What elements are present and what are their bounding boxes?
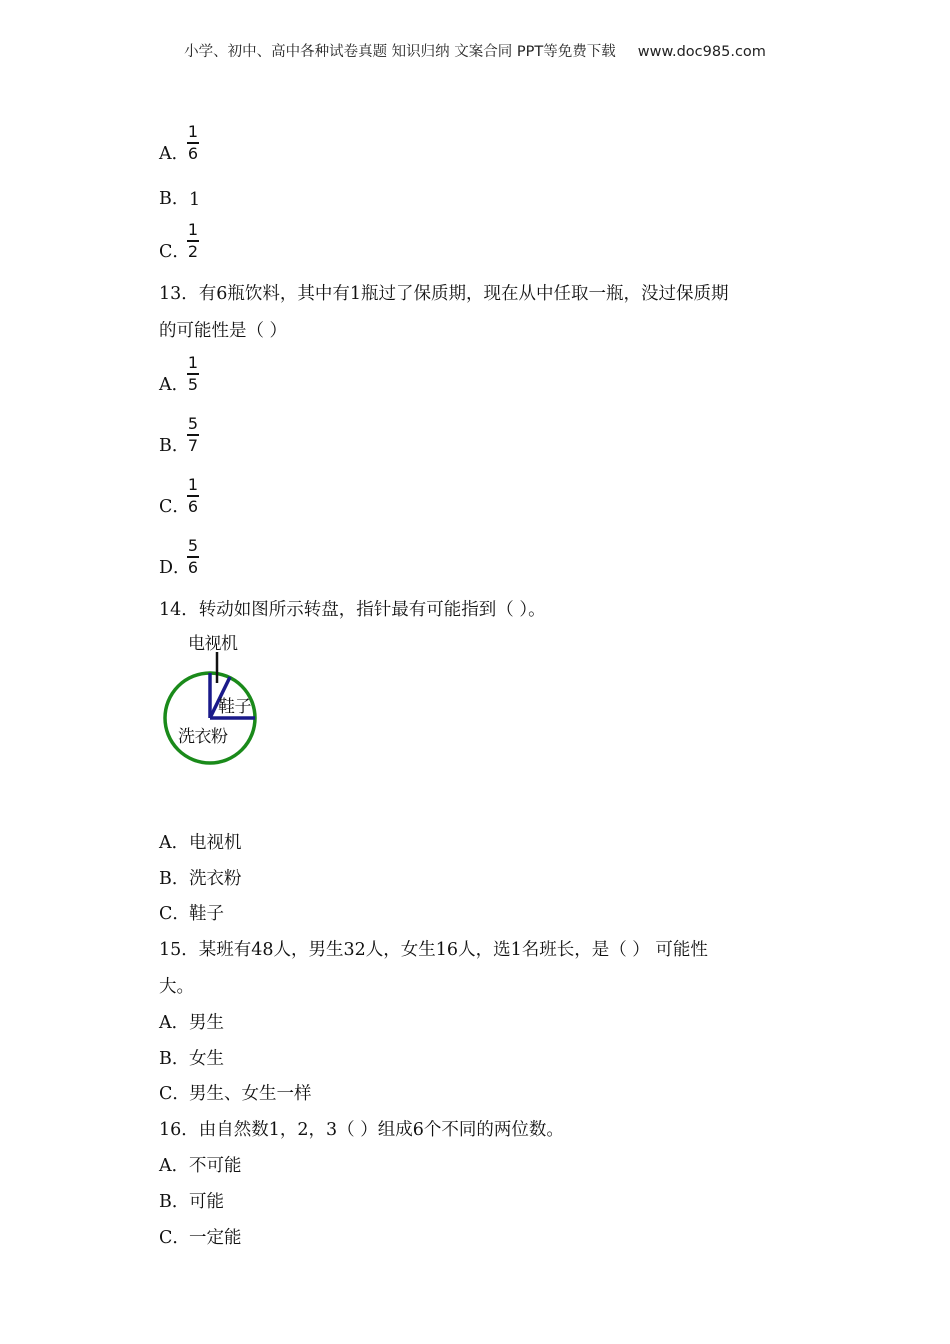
q13-option-d[interactable] — [159, 537, 199, 579]
option-label: B． — [159, 1192, 190, 1212]
numerator: 1 — [187, 122, 199, 141]
header-text: 小学、初中、高中各种试卷真题 知识归纳 文案合同 PPT等免费下载 — [184, 44, 616, 60]
q15-option-c[interactable] — [159, 1080, 312, 1105]
q13-stem-line2: 的可能性是（ ） — [159, 321, 288, 341]
option-text: 不可能 — [189, 1156, 242, 1176]
wheel-label-shoes: 鞋子 — [218, 697, 251, 717]
option-text: 电视机 — [189, 833, 242, 853]
option-label: A． — [159, 1156, 190, 1176]
option-label: B． — [159, 869, 190, 889]
option-label: A． — [159, 1013, 190, 1033]
q15-option-a[interactable] — [159, 1009, 224, 1034]
q13-option-a[interactable] — [159, 354, 199, 396]
q14-option-c[interactable] — [159, 900, 224, 925]
denominator: 7 — [187, 435, 199, 455]
q16-option-c[interactable] — [159, 1224, 242, 1249]
q13-option-b[interactable] — [159, 415, 199, 457]
option-label: C． — [159, 1228, 190, 1248]
denominator: 5 — [187, 374, 199, 394]
q16-stem: 16．由自然数1，2，3（ ）组成6个不同的两位数。 — [159, 1120, 564, 1140]
q12-option-b[interactable] — [159, 185, 200, 210]
q15-stem-line1: 15．某班有48人，男生32人，女生16人，选1名班长，是（ ） 可能性 — [159, 940, 708, 960]
fraction — [187, 123, 199, 163]
numerator: 1 — [187, 353, 199, 372]
q16-option-b[interactable] — [159, 1188, 224, 1213]
option-label: C． — [159, 1084, 190, 1104]
q13-option-c[interactable] — [159, 476, 199, 518]
option-label: C． — [159, 241, 190, 262]
option-label: B． — [159, 1049, 190, 1069]
option-label: C． — [159, 904, 190, 924]
option-text: 1 — [189, 190, 201, 210]
q13-stem-line1: 13．有6瓶饮料，其中有1瓶过了保质期，现在从中任取一瓶，没过保质期 — [159, 284, 729, 304]
numerator: 5 — [187, 536, 199, 555]
q16-option-a[interactable] — [159, 1152, 242, 1177]
q12-option-a[interactable] — [159, 123, 199, 165]
option-text: 洗衣粉 — [189, 869, 242, 889]
q15-option-b[interactable] — [159, 1045, 224, 1070]
q15-stem-line2: 大。 — [159, 977, 194, 997]
denominator: 6 — [187, 496, 199, 516]
option-label: B． — [159, 435, 190, 456]
option-text: 可能 — [189, 1192, 224, 1212]
q12-option-c[interactable] — [159, 221, 199, 263]
option-label: A． — [159, 143, 190, 164]
option-text: 一定能 — [189, 1228, 242, 1248]
fraction — [187, 537, 199, 577]
q14-stem: 14．转动如图所示转盘，指针最有可能指到（ ）。 — [159, 600, 546, 620]
header-url[interactable]: www.doc985.com — [637, 44, 766, 60]
option-label: D． — [159, 557, 191, 578]
numerator: 1 — [187, 475, 199, 494]
page-header — [0, 40, 950, 61]
denominator: 6 — [187, 143, 199, 163]
option-text: 鞋子 — [189, 904, 224, 924]
option-label: A． — [159, 374, 190, 395]
option-text: 女生 — [189, 1049, 224, 1069]
q14-option-b[interactable] — [159, 865, 242, 890]
fraction — [187, 476, 199, 516]
fraction — [187, 221, 199, 261]
denominator: 6 — [187, 557, 199, 577]
wheel-label-detergent: 洗衣粉 — [178, 727, 228, 747]
numerator: 1 — [187, 220, 199, 239]
q14-option-a[interactable] — [159, 829, 242, 854]
fraction — [187, 354, 199, 394]
option-label: B． — [159, 189, 190, 209]
option-text: 男生、女生一样 — [189, 1084, 312, 1104]
fraction — [187, 415, 199, 455]
wheel-label-tv: 电视机 — [188, 634, 238, 654]
denominator: 2 — [187, 241, 199, 261]
numerator: 5 — [187, 414, 199, 433]
option-text: 男生 — [189, 1013, 224, 1033]
option-label: A． — [159, 833, 190, 853]
spinner-wheel-figure — [160, 625, 270, 770]
option-label: C． — [159, 496, 190, 517]
